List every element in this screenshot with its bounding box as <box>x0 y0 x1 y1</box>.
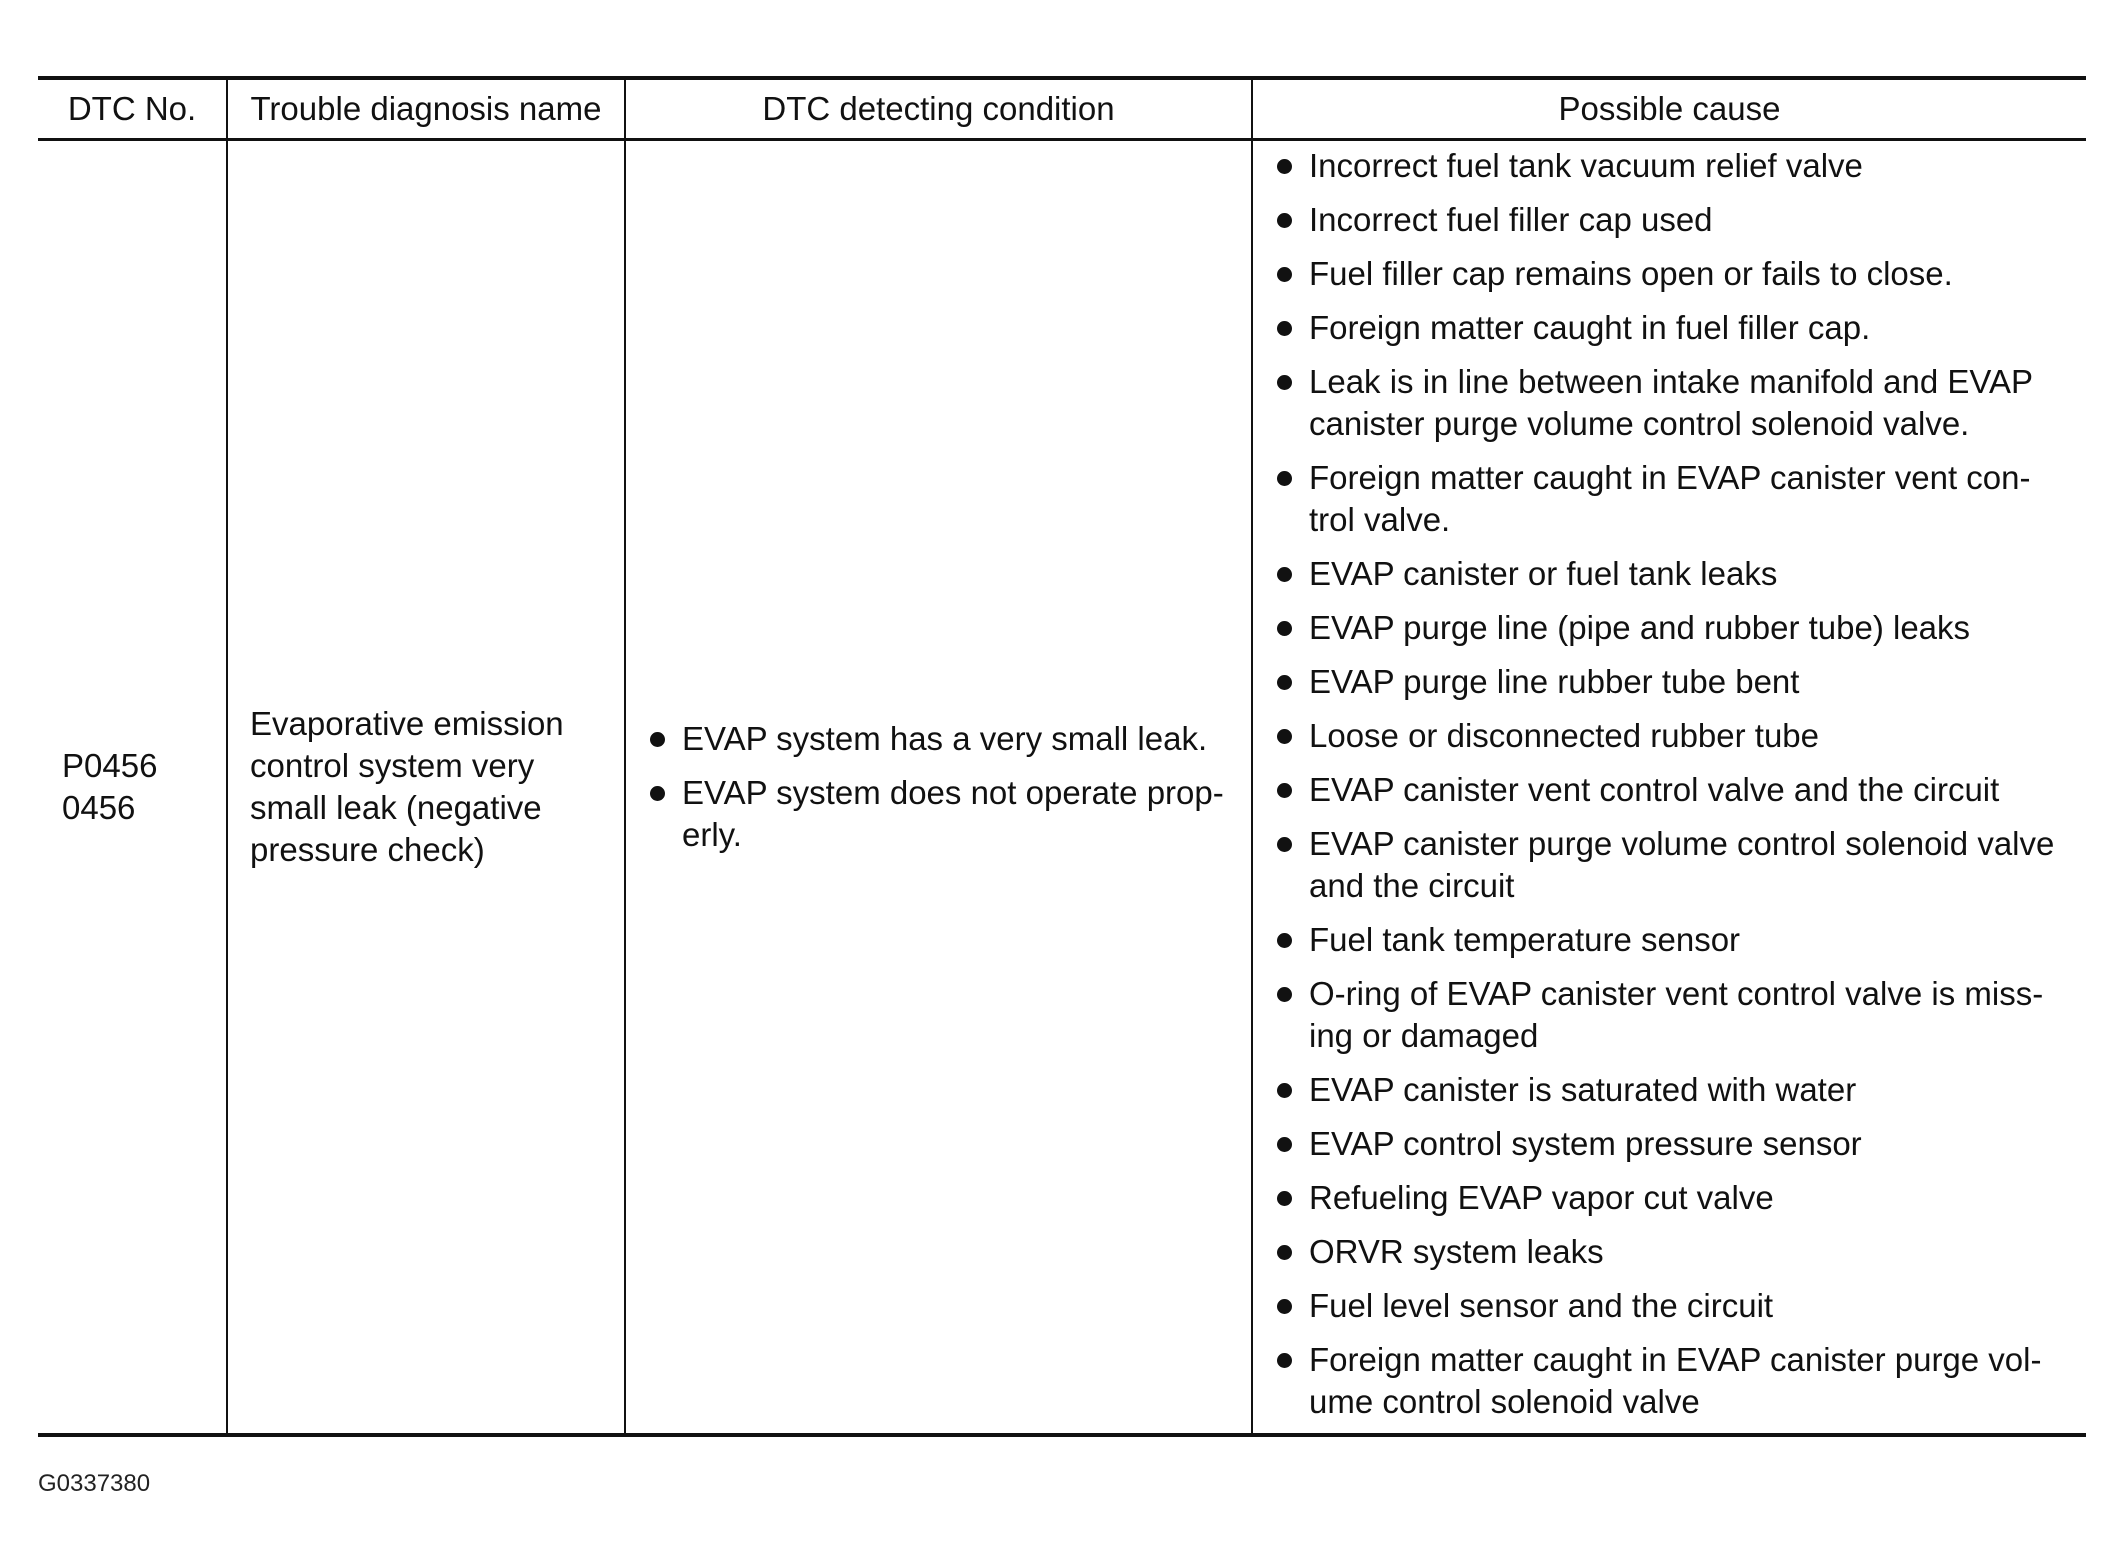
dtc-code-secondary: 0456 <box>62 789 136 826</box>
table-header-row <box>38 78 2086 140</box>
diagnosis-name: Evaporative emission control system very small leak (negative pressure check) <box>250 705 564 868</box>
cause-item: Fuel filler cap remains open or fails to close. <box>1275 253 2072 295</box>
header-trouble-diagnosis-name: Trouble diagnosis name <box>227 78 625 140</box>
cause-list <box>1275 145 2072 1423</box>
cause-item: EVAP canister is saturated with water <box>1275 1069 2072 1111</box>
cause-item: Foreign matter caught in EVAP canister purge vol-ume control solenoid valve <box>1275 1339 2072 1423</box>
condition-item: EVAP system has a very small leak. <box>648 718 1241 760</box>
cause-item: EVAP canister purge volume control solenoid valve and the circuit <box>1275 823 2072 907</box>
cause-item: EVAP control system pressure sensor <box>1275 1123 2072 1165</box>
detecting-condition-cell <box>625 140 1252 1436</box>
cause-item: Leak is in line between intake manifold and EVAP canister purge volume control solenoid valve. <box>1275 361 2072 445</box>
header-possible-cause: Possible cause <box>1252 78 2086 140</box>
cause-item: EVAP purge line rubber tube bent <box>1275 661 2072 703</box>
dtc-code-primary: P0456 <box>62 747 158 784</box>
cause-item: Fuel tank temperature sensor <box>1275 919 2072 961</box>
cause-item: Incorrect fuel tank vacuum relief valve <box>1275 145 2072 187</box>
table-row <box>38 140 2086 1436</box>
possible-cause-cell <box>1252 140 2086 1436</box>
cause-item: Refueling EVAP vapor cut valve <box>1275 1177 2072 1219</box>
dtc-code-cell <box>38 140 227 1436</box>
cause-item: Foreign matter caught in EVAP canister vent con-trol valve. <box>1275 457 2072 541</box>
cause-item: Foreign matter caught in fuel filler cap. <box>1275 307 2072 349</box>
cause-item: ORVR system leaks <box>1275 1231 2072 1273</box>
condition-list <box>648 718 1241 856</box>
condition-item: EVAP system does not operate prop-erly. <box>648 772 1241 856</box>
dtc-table <box>38 76 2086 1437</box>
cause-item: Loose or disconnected rubber tube <box>1275 715 2072 757</box>
cause-item: EVAP canister or fuel tank leaks <box>1275 553 2072 595</box>
header-dtc-no: DTC No. <box>67 90 197 127</box>
cause-item: Incorrect fuel filler cap used <box>1275 199 2072 241</box>
header-dtc-detecting-condition: DTC detecting condition <box>625 78 1252 140</box>
cause-item: EVAP canister vent control valve and the circuit <box>1275 769 2072 811</box>
cause-item: O-ring of EVAP canister vent control valve is miss-ing or damaged <box>1275 973 2072 1057</box>
cause-item: Fuel level sensor and the circuit <box>1275 1285 2072 1327</box>
cause-item: EVAP purge line (pipe and rubber tube) leaks <box>1275 607 2072 649</box>
diagnosis-name-cell <box>227 140 625 1436</box>
figure-id: G0337380 <box>38 1470 151 1497</box>
